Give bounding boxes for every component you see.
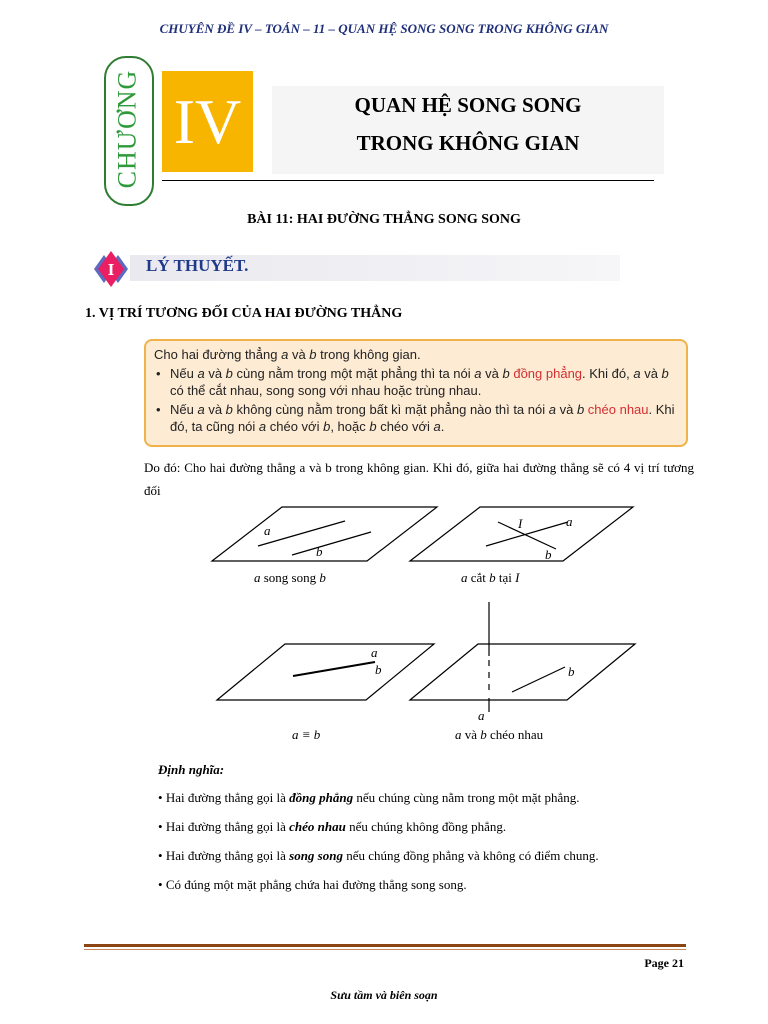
line-a-1 [258,521,345,546]
label-b-3: b [375,662,382,677]
lesson-title: BÀI 11: HAI ĐƯỜNG THẲNG SONG SONG [247,212,521,227]
label-b-2: b [545,547,552,562]
running-header: CHUYÊN ĐỀ IV – TOÁN – 11 – QUAN HỆ SONG SONG TRONG KHÔNG GIAN [159,21,609,36]
definition-coplanar: • Hai đường thẳng gọi là đồng phẳng nếu chúng cùng nằm trong một mặt phẳng. [158,790,580,805]
figure-coincident [215,640,437,704]
line-b-2 [498,522,556,549]
chapter-word: CHƯƠNG [112,69,141,189]
chapter-label [104,56,150,202]
definition-unique-plane: • Có đúng một mặt phẳng chứa hai đường thẳng song song. [158,877,467,892]
line-a-2 [486,522,568,546]
footer-rule [84,944,686,947]
label-a-1: a [264,523,271,538]
label-a-2: a [566,514,573,529]
definitions-heading: Định nghĩa: [158,762,225,777]
page-number: Page 21 [644,956,684,970]
label-b-1: b [316,544,323,559]
chapter-divider [162,180,654,181]
figure-skew [408,600,638,726]
term-skew: chéo nhau [587,402,649,417]
term-coplanar: đồng phẳng [513,366,583,381]
chapter-title [272,86,664,162]
plane-4 [410,644,635,700]
chapter-title-line-1: QUAN HỆ SONG SONG [354,93,582,117]
diamond-badge-icon [84,249,138,289]
footer-rule-thin [84,949,686,950]
theory-callout [144,339,688,447]
section-badge-label: I [107,260,115,279]
callout-item-coplanar: • Nếu a và b cùng nằm trong một mặt phẳng thì ta nói a và b đồng phẳng. Khi đó, a và b có thể cắt nhau, song song với nhau hoặc trùng nhau. [156,366,669,398]
footer-credit: Sưu tầm và biên soạn [330,988,438,1002]
caption-intersecting: a cắt b tại I [461,570,520,585]
definitions-list [158,786,698,902]
chapter-title-line-2: TRONG KHÔNG GIAN [356,131,580,155]
chapter-number: IV [162,71,253,172]
label-I: I [518,516,523,531]
label-b-4: b [568,664,575,679]
section-badge [84,249,138,289]
label-a-4: a [478,708,485,723]
caption-coincident: a ≡ b [292,727,321,742]
intro-paragraph: Do đó: Cho hai đường thẳng a và b trong không gian. Khi đó, giữa hai đường thẳng sẽ có 4 vị trí tương đối [144,460,694,498]
plane-1 [212,507,437,561]
caption-parallel: a song song b [254,570,326,585]
callout-item-skew: • Nếu a và b không cùng nằm trong bất kì mặt phẳng nào thì ta nói a và b chéo nhau. Khi đó, ta cũng nói a chéo với b, hoặc b chéo với a. [156,402,675,434]
line-b-1 [292,532,371,555]
figure-intersecting [408,504,636,566]
section-title: LÝ THUYẾT. [146,256,249,275]
definition-skew: • Hai đường thẳng gọi là chéo nhau nếu chúng không đồng phẳng. [158,819,507,834]
plane-3 [217,644,434,700]
label-a-3: a [371,645,378,660]
caption-skew: a và b chéo nhau [455,727,544,742]
callout-intro: Cho hai đường thẳng a và b trong không gian. [154,347,421,362]
subsection-heading: 1. VỊ TRÍ TƯƠNG ĐỐI CỦA HAI ĐƯỜNG THẲNG [85,306,403,321]
definition-parallel: • Hai đường thẳng gọi là song song nếu chúng đồng phẳng và không có điểm chung. [158,848,599,863]
figure-parallel [210,504,440,566]
line-ab-3 [293,662,375,676]
line-b-4 [512,667,565,692]
